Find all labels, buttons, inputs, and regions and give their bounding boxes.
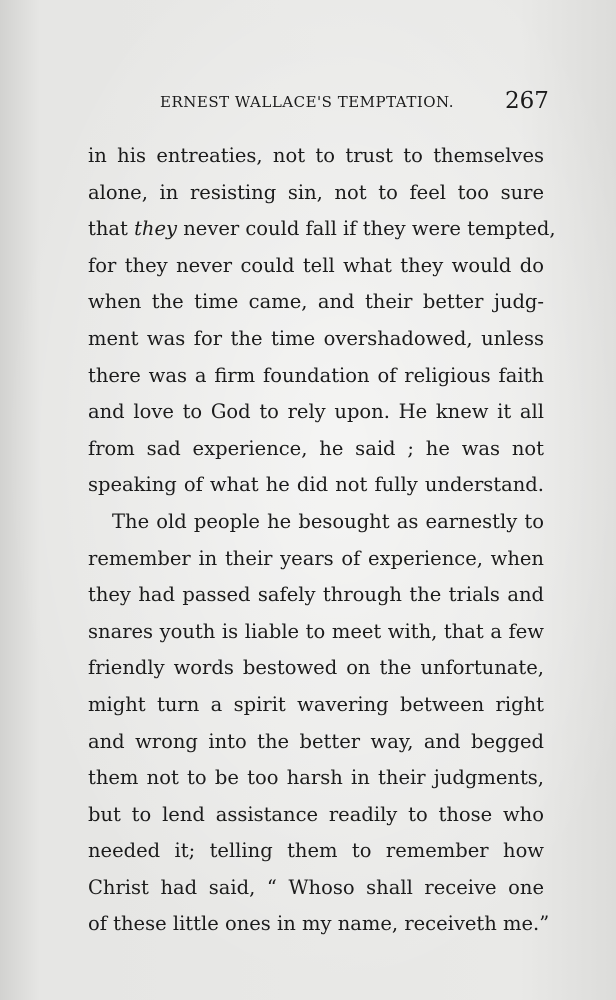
text-line: when the time came, and their better judg- bbox=[88, 290, 544, 314]
text-line: snares youth is liable to meet with, that a few bbox=[88, 619, 544, 643]
text-line: them not to be too harsh in their judgments, bbox=[88, 766, 544, 790]
text-line: Christ had said, “ Whoso shall receive one bbox=[88, 875, 544, 899]
running-head bbox=[0, 88, 616, 118]
text-line-with-italic bbox=[88, 211, 556, 248]
paragraph-first-line: The old people he besought as earnestly to bbox=[112, 509, 544, 533]
text-line-start: that bbox=[88, 217, 135, 241]
text-line: ment was for the time overshadowed, unless bbox=[88, 326, 544, 350]
text-line: friendly words bestowed on the unfortunate, bbox=[88, 656, 544, 680]
text-line: from sad experience, he said ; he was not bbox=[88, 436, 544, 460]
text-line: and wrong into the better way, and begged bbox=[88, 729, 544, 753]
italic-word: they bbox=[134, 217, 178, 241]
text-line: alone, in resisting sin, not to feel too sure bbox=[88, 180, 544, 204]
text-line: there was a firm foundation of religious faith bbox=[88, 363, 544, 387]
page-number: 267 bbox=[505, 88, 549, 114]
running-head-title: ERNEST WALLACE'S TEMPTATION. bbox=[160, 93, 454, 111]
text-line: for they never could tell what they would do bbox=[88, 253, 544, 277]
text-line: speaking of what he did not fully understand. bbox=[88, 473, 544, 497]
text-line: might turn a spirit wavering between right bbox=[88, 692, 544, 716]
text-line: of these little ones in my name, receiveth me.” bbox=[88, 912, 550, 936]
text-line: remember in their years of experience, when bbox=[88, 546, 544, 570]
text-line: they had passed safely through the trials and bbox=[88, 583, 544, 607]
text-line-rest: never could fall if they were tempted, bbox=[177, 217, 556, 241]
text-line: but to lend assistance readily to those who bbox=[88, 802, 544, 826]
text-line: and love to God to rely upon. He knew it all bbox=[88, 400, 544, 424]
text-line: in his entreaties, not to trust to themselves bbox=[88, 144, 544, 167]
text-line: needed it; telling them to remember how bbox=[88, 839, 544, 863]
body-text bbox=[88, 138, 556, 943]
